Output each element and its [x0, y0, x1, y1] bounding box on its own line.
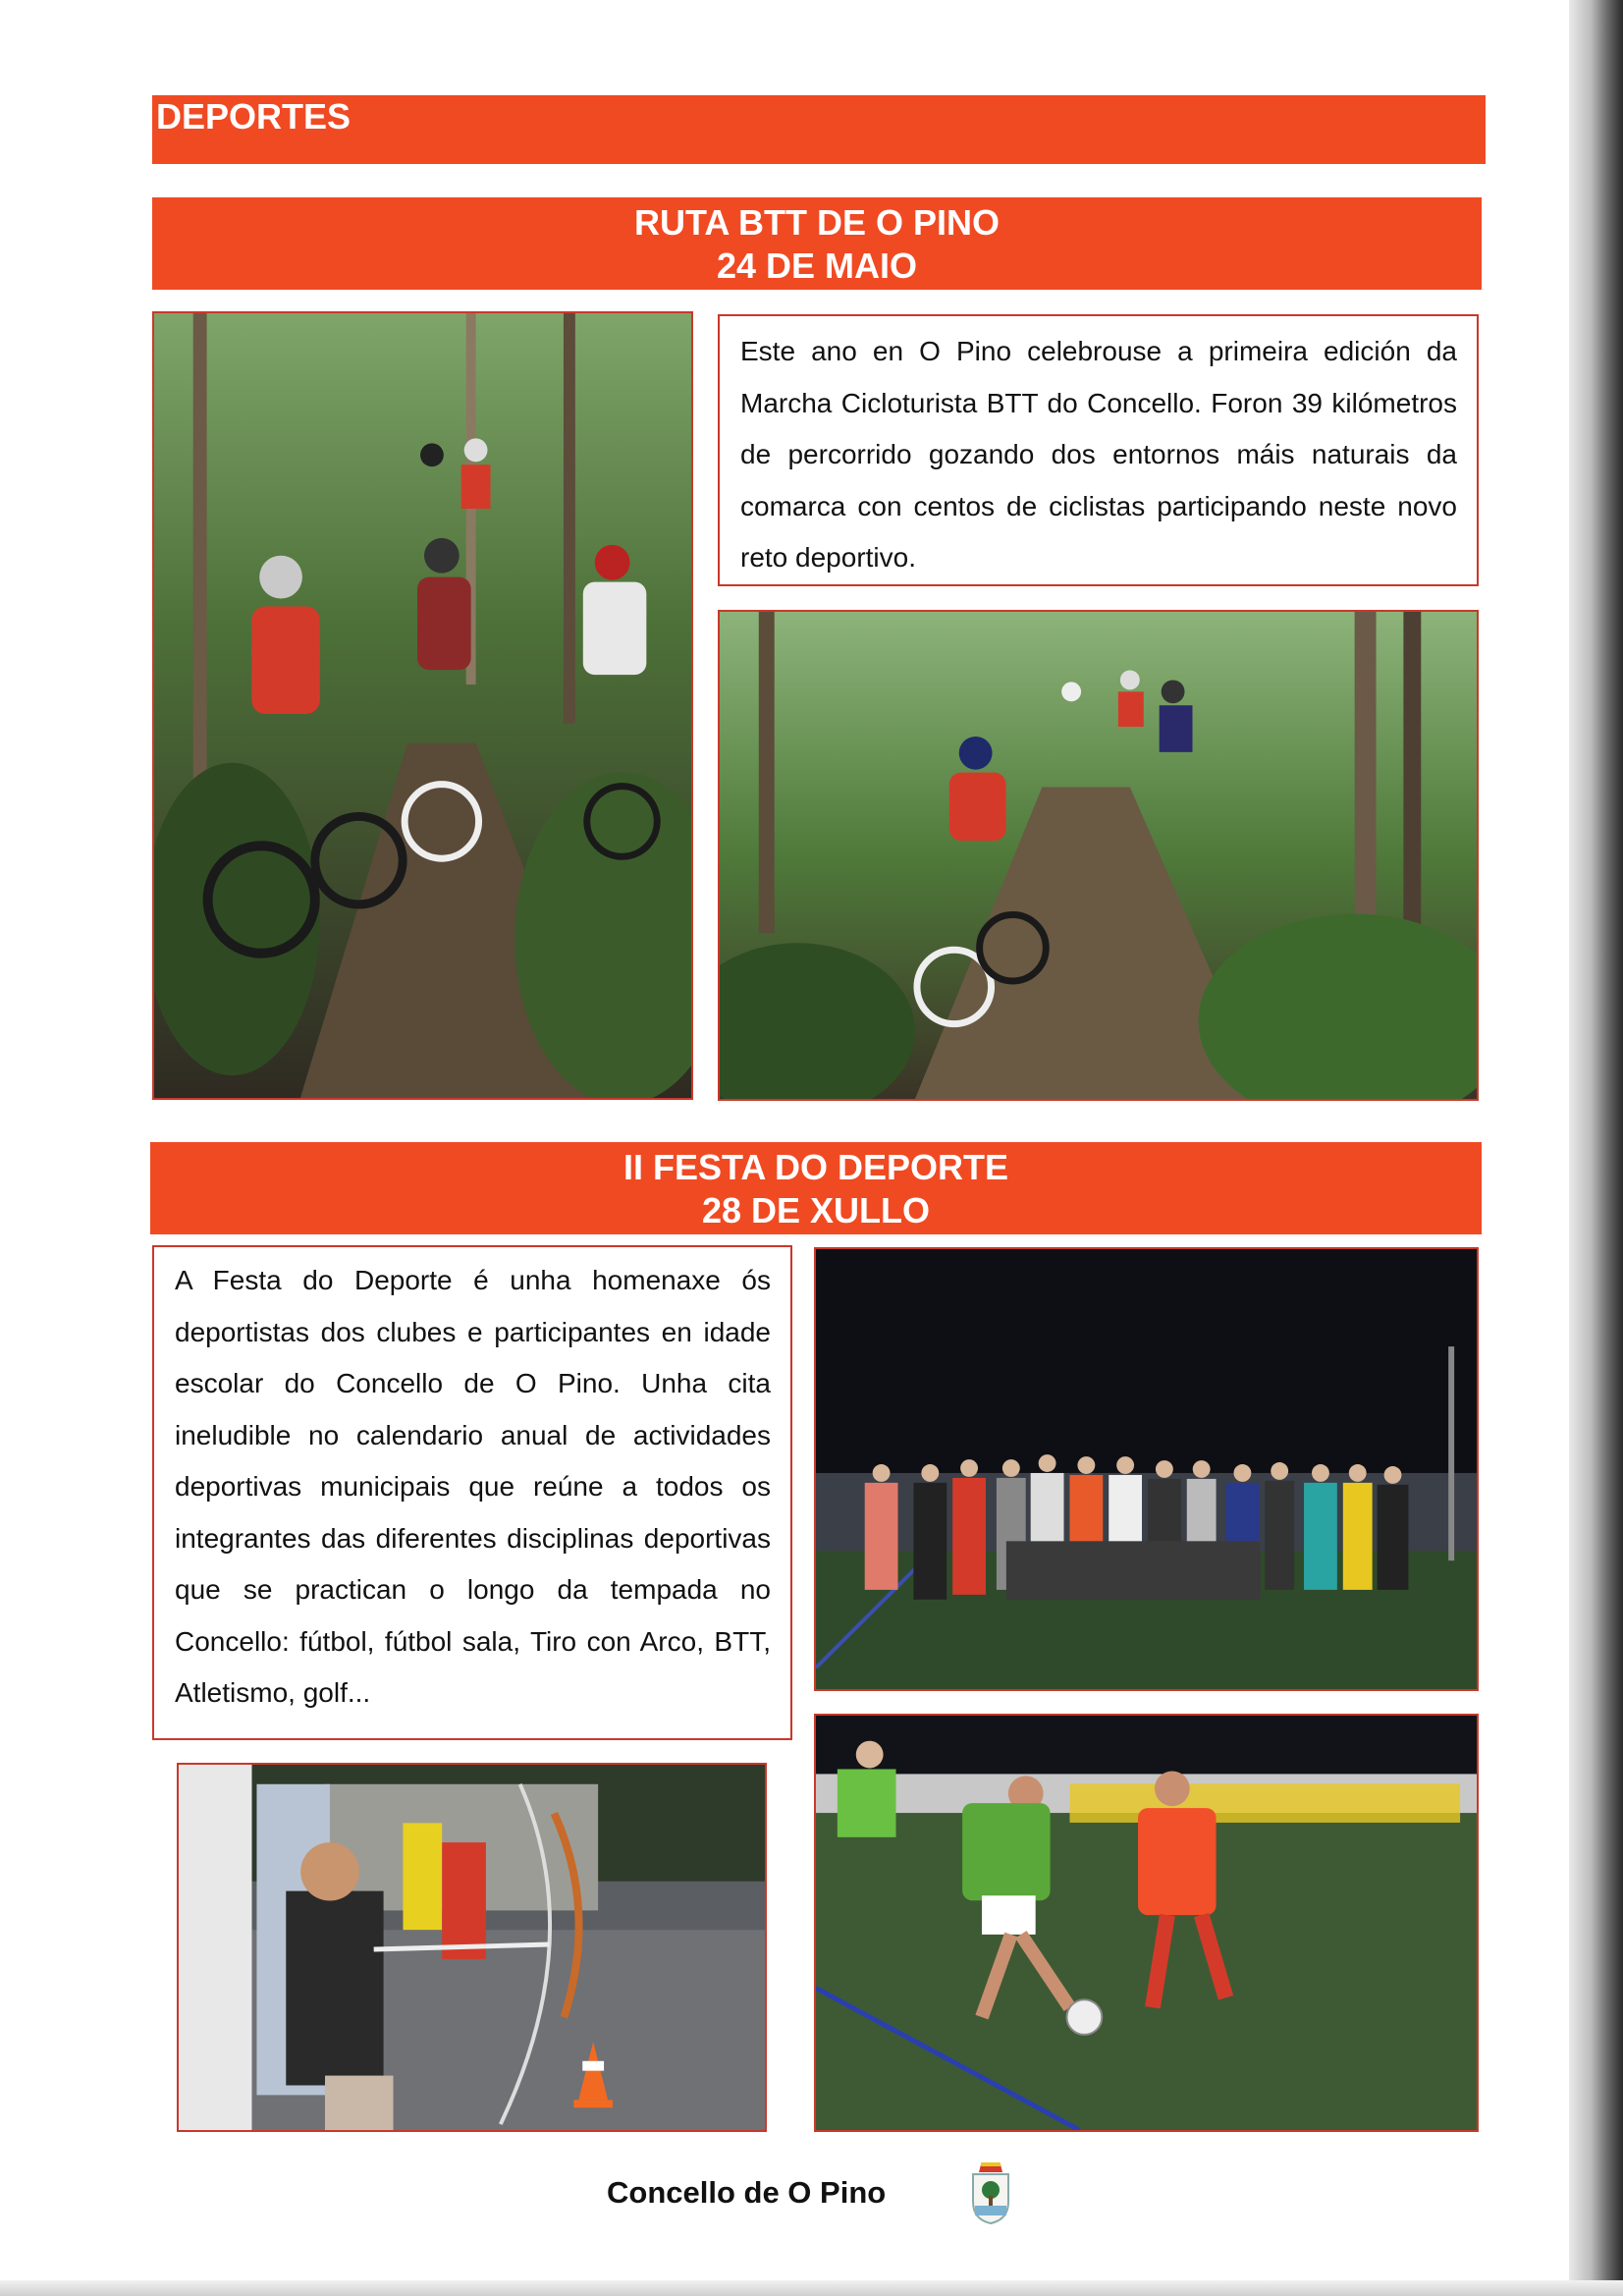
- bike-event-description-box: [718, 314, 1479, 586]
- municipal-crest-icon: [967, 2160, 1014, 2225]
- festival-title: II FESTA DO DEPORTE: [622, 1147, 1009, 1187]
- festival-description-box: [152, 1245, 792, 1740]
- bike-event-title-bar: [152, 197, 1482, 290]
- section-label: DEPORTES: [156, 96, 352, 137]
- page-binding-shadow: [1569, 0, 1623, 2296]
- photo-archery-kids: [177, 1763, 767, 2132]
- photo-football-match: [814, 1714, 1479, 2132]
- festival-date: 28 DE XULLO: [701, 1190, 931, 1230]
- photo-cyclist-descending: [718, 610, 1479, 1101]
- footer-municipality-name: Concello de O Pino: [607, 2175, 887, 2210]
- photo-group-on-field: [814, 1247, 1479, 1691]
- festival-description: A Festa do Deporte é unha homenaxe ós deportistas dos clubes e participantes en idade escolar do Concello de O Pino. Unha cita ineludible no calendario anual de actividades deportivas municipais que reúne a todos os integrantes das diferentes disciplinas deportivas que se practican o longo da tempada no Concello: fútbol, fútbol sala, Tiro con Arco, BTT, Atletismo, golf...: [175, 1265, 771, 1708]
- bike-event-description: Este ano en O Pino celebrouse a primeira edición da Marcha Cicloturista BTT do Concello. Foron 39 kilómetros de percorrido gozando dos entornos máis naturais da comarca con centos de ciclistas participando neste novo reto deportivo.: [740, 336, 1457, 573]
- section-header: [152, 95, 1486, 164]
- bike-event-title: RUTA BTT DE O PINO: [634, 202, 1000, 243]
- page-bottom-edge: [0, 2280, 1623, 2296]
- bike-event-date: 24 DE MAIO: [716, 246, 918, 286]
- photo-cyclists-forest-trail: [152, 311, 693, 1100]
- festival-title-bar: [150, 1142, 1482, 1234]
